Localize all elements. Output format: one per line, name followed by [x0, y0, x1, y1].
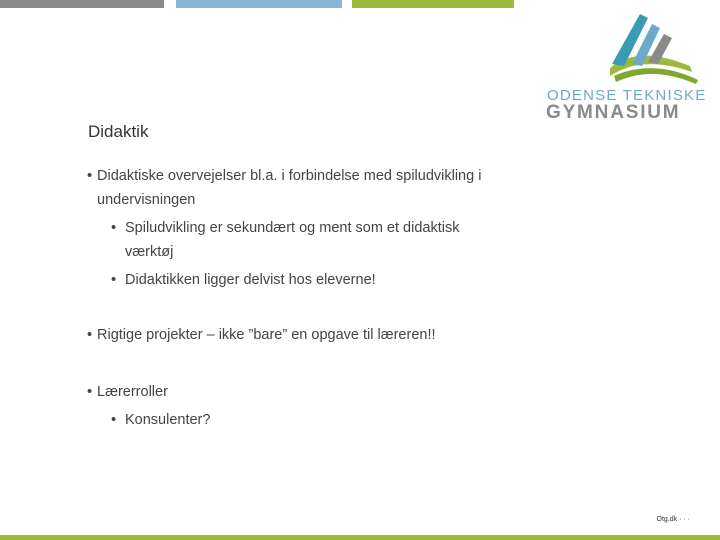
bullet-item-1 [87, 164, 527, 212]
bullet-item-3 [111, 268, 531, 292]
logo-reeds-icon [540, 6, 705, 86]
school-logo [540, 6, 705, 126]
bullet-text: Didaktiske overvejelser bl.a. i forbindelse med spiludvikling i undervisningen [97, 168, 482, 208]
top-accent-bar-gray [0, 0, 164, 8]
logo-text-line2: GYMNASIUM [546, 102, 681, 123]
bottom-accent-bar [0, 535, 720, 540]
bullet-marker: • [87, 168, 93, 184]
bullet-text: Didaktikken ligger delvist hos eleverne! [125, 272, 376, 288]
bullet-marker: • [111, 220, 117, 236]
bullet-text: Lærerroller [97, 384, 168, 400]
bullet-item-6 [111, 408, 511, 432]
logo-text-line1: ODENSE TEKNISKE [547, 87, 707, 104]
slide-title: Didaktik [88, 122, 149, 141]
bullet-marker: • [111, 272, 117, 288]
top-accent-bar-green [352, 0, 514, 8]
bullet-item-4 [87, 323, 527, 347]
bullet-item-2 [111, 216, 511, 264]
footer-text: Otg.dk · · · [656, 516, 690, 523]
bullet-text: Rigtige projekter – ikke ”bare” en opgave til læreren!! [97, 327, 436, 343]
top-accent-bar-blue [176, 0, 342, 8]
bullet-marker: • [87, 384, 93, 400]
bullet-text: Spiludvikling er sekundært og ment som et didaktisk værktøj [125, 220, 460, 260]
bullet-marker: • [87, 327, 93, 343]
bullet-marker: • [111, 412, 117, 428]
bullet-item-5 [87, 380, 527, 404]
bullet-text: Konsulenter? [125, 412, 211, 428]
